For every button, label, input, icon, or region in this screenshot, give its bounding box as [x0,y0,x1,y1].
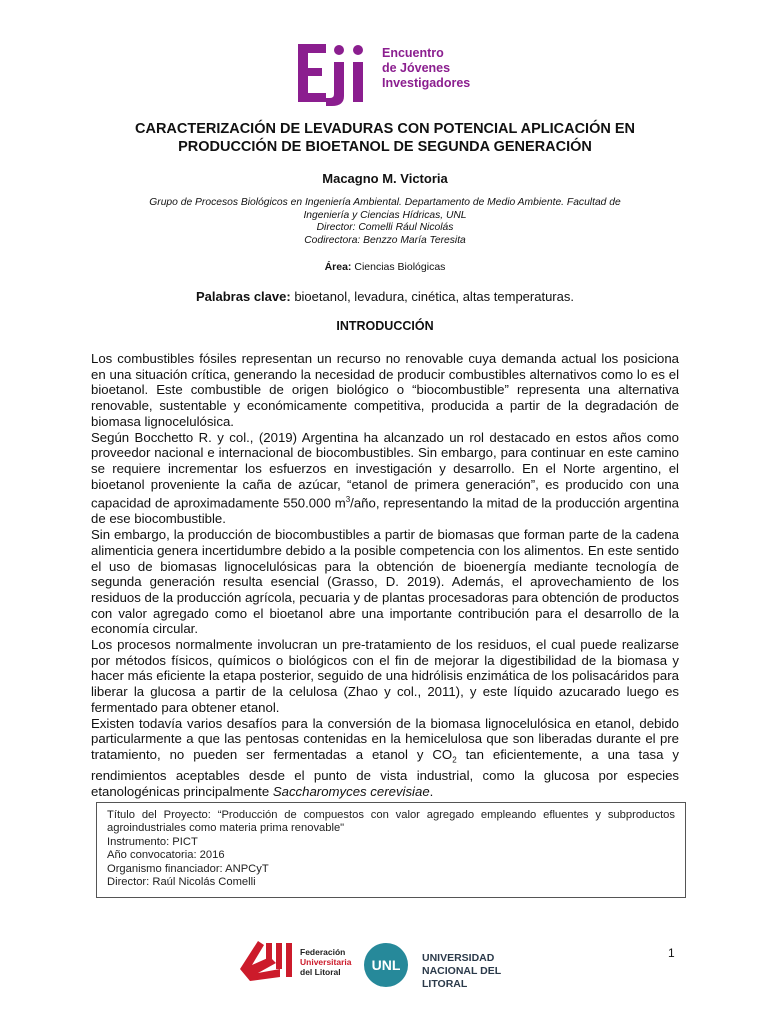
fed-logo-text: Federación Universitaria del Litoral [300,947,352,977]
project-info-box: Título del Proyecto: “Producción de compuestos con valor agregado empleando efluentes y subproductos agroindustriales como materia prima renovable" Instrumento: PICT Año convocatoria: 2016 Organismo financiador: ANPCyT Director: Raúl Nicolás Comelli [96,802,686,898]
fed-logo [236,937,356,985]
author-name: Macagno M. Victoria [322,171,448,186]
paragraph: Sin embargo, la producción de biocombustibles a partir de biomasas que forman parte de la cadena alimenticia genera incertidumbre debido a la posible competencia con los alimentos. En este sentido el uso de biomasas lignocelulósicas para la obtención de bioenergía mediante tecnología de segunda generación resulta esencial (Grasso, D. 2019). Además, el aprovechamiento de los residuos de la producción agrícola, pecuaria y de plantas procesadoras para obtención de productos con valor agregado como el bioetanol abre una importante contribución para el desarrollo de la economía circular. [91,527,679,637]
keywords-line: Palabras clave: bioetanol, levadura, cinética, altas temperaturas. [196,289,574,304]
paragraph: Los combustibles fósiles representan un recurso no renovable cuya demanda actual los posiciona en una situación crítica, generando la necesidad de producir combustibles alternativos como lo es el bioetanol. Este combustible de origen biológico o “biocombustible” representa una alternativa renovable, sustentable y económicamente competitiva, producida a partir de la degradación de biomasa lignocelulósica. [91,351,679,429]
section-title: INTRODUCCIÓN [336,319,434,333]
unl-logo-text: UNIVERSIDAD NACIONAL DEL LITORAL [422,952,501,990]
affiliation: Grupo de Procesos Biológicos en Ingeniería Ambiental. Departamento de Medio Ambiente. Facultad de Ingeniería y Ciencias Hídricas, UNL Director: Comelli Rául Nicolás Codirectora: Benzzo María Teresita [149,197,621,246]
eji-logo [296,40,556,106]
paper-title: CARACTERIZACIÓN DE LEVADURAS CON POTENCIAL APLICACIÓN EN PRODUCCIÓN DE BIOETANOL DE SEGUNDA GENERACIÓN [135,121,635,155]
page-number: 1 [668,946,675,960]
eji-logo-text: Encuentro de Jóvenes Investigadores [382,46,471,90]
paragraph: Los procesos normalmente involucran un pre-tratamiento de los residuos, el cual puede realizarse por métodos físicos, químicos o biológicos con el fin de mejorar la digestibilidad de la biomasa y hacer más eficiente la etapa posterior, seguido de una hidrólisis enzimática de los polisacáridos para liberar la glucosa a partir de la celulosa (Zhao y col., 2011), y este líquido azucarado luego es fermentado para obtener etanol. [91,637,679,715]
eji-logo-mark-icon [296,40,370,106]
paragraph: Existen todavía varios desafíos para la conversión de la biomasa lignocelulósica en etanol, debido particularmente a que las pentosas contenidas en la hemicelulosa que son liberadas durante el pre tratamiento, no pueden ser fermentadas a etanol y $CO_2$ tan eficientemente, a una tasa y rendimientos aceptables desde el punto de vista industrial, como la glucosa por especies etanologénicas principalmente Saccharomyces cerevisiae. [91,715,679,800]
unl-logo [364,940,544,990]
body-text [91,351,679,800]
paragraph: Según Bocchetto R. y col., (2019) Argentina ha alcanzado un rol destacado en estos años como proveedor nacional e internacional de biocombustibles. Sin embargo, para continuar en este camino se requiere incrementar los esfuerzos en investigación y desarrollo. En el Norte argentino, el bioetanol proveniente la caña de azúcar, “etanol de primera generación”, es producido con una capacidad de aproximadamente 550.000 $m^3$/año, representando la mitad de la producción argentina de ese biocombustible. [91,429,679,527]
fed-logo-mark-icon [236,939,296,985]
unl-logo-mark: UNL [364,943,408,987]
area-line: Área: Ciencias Biológicas [324,261,446,273]
